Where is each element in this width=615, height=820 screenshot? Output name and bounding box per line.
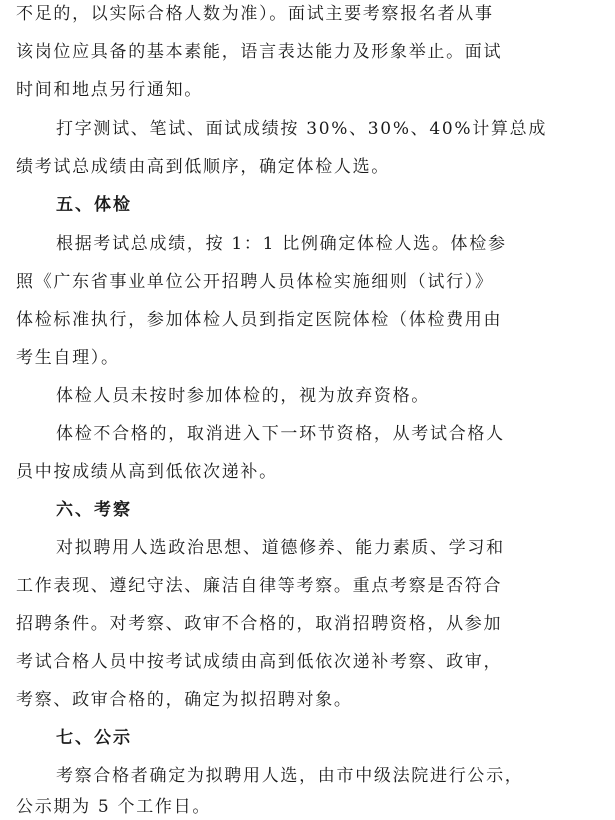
body-text-line: 时间和地点另行通知。 [16,80,203,100]
body-text-line: 该岗位应具备的基本素能，语言表达能力及形象举止。面试 [16,42,503,62]
body-text-line: 体检人员未按时参加体检的，视为放弃资格。 [56,386,430,406]
body-text-line: 不足的，以实际合格人数为准）。面试主要考察报名者从事 [16,4,494,24]
body-text-line: 根据考试总成绩，按 1：1 比例确定体检人选。体检参 [56,234,507,254]
body-text-line: 绩考试总成绩由高到低顺序，确定体检人选。 [16,157,390,177]
body-text-line: 照《广东省事业单位公开招聘人员体检实施细则（试行）》 [16,272,494,292]
body-text-line: 体检不合格的，取消进入下一环节资格，从考试合格人 [56,424,505,444]
body-text-line: 考试合格人员中按考试成绩由高到低依次递补考察、政审， [16,652,503,672]
body-text-line: 考察合格者确定为拟聘用人选，由市中级法院进行公示， [56,766,524,786]
body-text-line: 对拟聘用人选政治思想、道德修养、能力素质、学习和 [56,538,505,558]
body-text-line: 员中按成绩从高到低依次递补。 [16,462,278,482]
body-text-line: 公示期为 5 个工作日。 [16,797,212,817]
body-text-line: 体检标准执行，参加体检人员到指定医院体检（体检费用由 [16,310,503,330]
body-text-line: 打字测试、笔试、面试成绩按 30%、30%、40%计算总成 [56,119,548,139]
body-text-line: 考生自理）。 [16,348,120,368]
body-text-line: 招聘条件。对考察、政审不合格的，取消招聘资格，从参加 [16,614,503,634]
section-heading-investigation: 六、考察 [56,500,132,520]
body-text-line: 考察、政审合格的，确定为拟招聘对象。 [16,690,353,710]
body-text-line: 工作表现、遵纪守法、廉洁自律等考察。重点考察是否符合 [16,576,503,596]
section-heading-physical-exam: 五、体检 [56,195,132,215]
section-heading-publicity: 七、公示 [56,728,132,748]
